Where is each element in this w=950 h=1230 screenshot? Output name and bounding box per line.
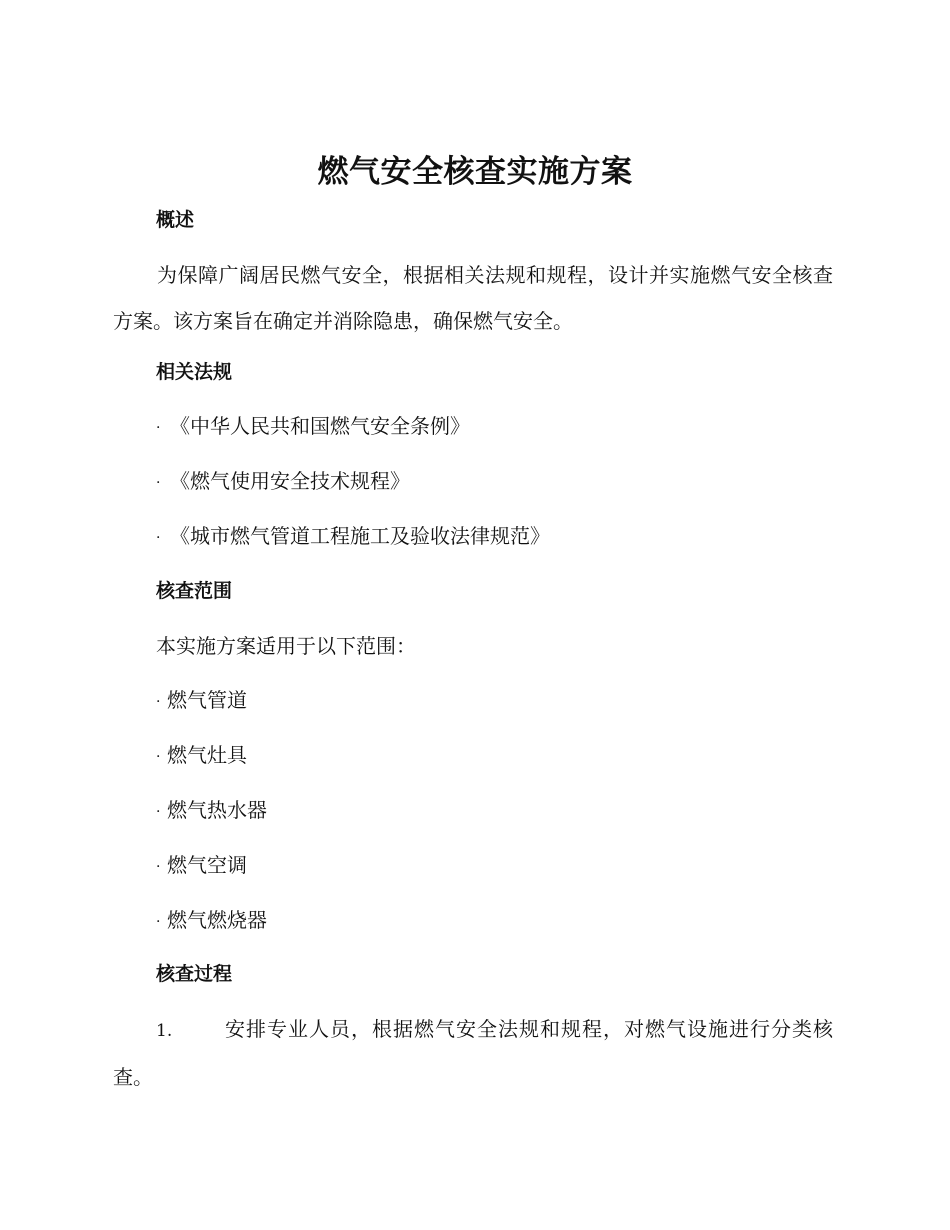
list-item [156,850,247,882]
list-item [156,466,410,498]
section-heading-scope: 核查范围 [156,580,233,602]
scope-item-text: 燃气燃烧器 [167,908,267,932]
process-step [113,1006,833,1100]
regulation-item-text: 《城市燃气管道工程施工及验收法律规范》 [170,524,550,548]
regulation-item-text: 《中华人民共和国燃气安全条例》 [170,414,470,438]
list-item [156,795,267,827]
bullet-icon: · [156,474,161,491]
section-heading-process: 核查过程 [156,963,233,985]
step-number: 1. [156,1021,173,1041]
scope-intro: 本实施方案适用于以下范围： [156,634,416,658]
bullet-icon: · [156,529,161,546]
bullet-icon: · [156,913,161,930]
bullet-icon: · [156,803,161,820]
scope-item-text: 燃气热水器 [167,798,267,822]
scope-item-text: 燃气空调 [167,853,247,877]
scope-item-text: 燃气灶具 [167,743,247,767]
scope-item-text: 燃气管道 [167,688,247,712]
list-item [156,905,267,937]
overview-paragraph: 为保障广阔居民燃气安全，根据相关法规和规程，设计并实施燃气安全核查方案。该方案旨在确定并消除隐患，确保燃气安全。 [113,263,833,333]
list-item [156,521,550,553]
section-heading-regulations: 相关法规 [156,361,233,383]
list-item [156,740,247,772]
page-title: 燃气安全核查实施方案 [317,154,633,190]
section-heading-overview: 概述 [156,209,195,231]
bullet-icon: · [156,748,161,765]
step-text: 安排专业人员，根据燃气安全法规和规程，对燃气设施进行分类核查。 [113,1017,833,1089]
list-item [156,411,470,443]
bullet-icon: · [156,693,161,710]
list-item [156,685,247,717]
bullet-icon: · [156,419,161,436]
bullet-icon: · [156,858,161,875]
regulation-item-text: 《燃气使用安全技术规程》 [170,469,410,493]
